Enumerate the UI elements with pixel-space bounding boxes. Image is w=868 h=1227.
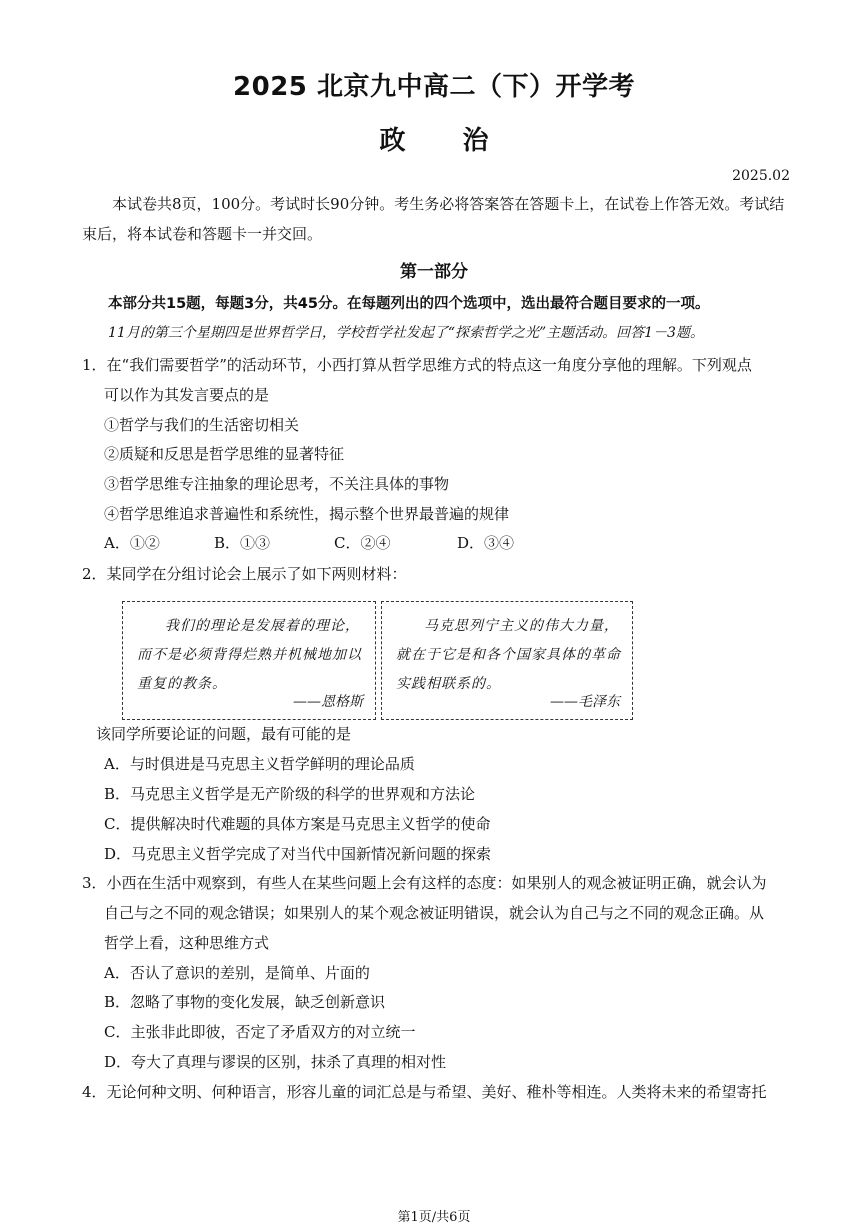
section-note: 本部分共15题，每题3分，共45分。在每题列出的四个选项中，选出最符合题目要求的一项。 bbox=[108, 296, 710, 312]
q3-option-a: A．否认了意识的差别，是简单、片面的 bbox=[104, 964, 370, 982]
q1-option-c: C．②④ bbox=[334, 534, 391, 552]
page-number: 第1页/共6页 bbox=[397, 1210, 471, 1225]
question-3-stem-cont: 自己与之不同的观念错误；如果别人的某个观念被证明错误，就会认为自己与之不同的观念正确。从 bbox=[104, 904, 765, 922]
q2-option-b: B．马克思主义哲学是无产阶级的科学的世界观和方法论 bbox=[104, 785, 476, 803]
quote-box-mao bbox=[381, 601, 633, 720]
q1-option-d: D．③④ bbox=[457, 534, 515, 552]
q3-option-d: D．夸大了真理与谬误的区别，抹杀了真理的相对性 bbox=[104, 1053, 447, 1071]
q1-statement: ③哲学思维专注抽象的理论思考，不关注具体的事物 bbox=[104, 475, 450, 493]
question-3-stem: 3．小西在生活中观察到，有些人在某些问题上会有这样的态度：如果别人的观念被证明正确，就会认为 bbox=[82, 874, 767, 892]
q1-statement: ④哲学思维追求普遍性和系统性，揭示整个世界最普遍的规律 bbox=[104, 505, 510, 523]
q2-option-d: D．马克思主义哲学完成了对当代中国新情况新问题的探索 bbox=[104, 845, 492, 863]
q1-options bbox=[104, 532, 604, 554]
question-3-stem-cont: 哲学上看，这种思维方式 bbox=[104, 934, 270, 952]
q2-option-a: A．与时俱进是马克思主义哲学鲜明的理论品质 bbox=[104, 755, 415, 773]
question-2-stem: 2．某同学在分组讨论会上展示了如下两则材料： bbox=[82, 565, 407, 583]
q2-option-c: C．提供解决时代难题的具体方案是马克思主义哲学的使命 bbox=[104, 815, 491, 833]
exam-date: 2025.02 bbox=[732, 168, 790, 184]
question-2-prompt: 该同学所要论证的问题，最有可能的是 bbox=[96, 725, 352, 743]
q1-option-b: B．①③ bbox=[214, 534, 271, 552]
question-1-stem: 1．在“我们需要哲学”的活动环节，小西打算从哲学思维方式的特点这一角度分享他的理解。下列观点 bbox=[82, 356, 752, 374]
question-4-stem: 4．无论何种文明、何种语言，形容儿童的词汇总是与希望、美好、稚朴等相连。人类将未来的希望寄托 bbox=[82, 1083, 767, 1101]
exam-instructions: 本试卷共8页，100分。考试时长90分钟。考生务必将答案答在答题卡上，在试卷上作答无效。考试结束后，将本试卷和答题卡一并交回。 bbox=[82, 195, 785, 243]
q1-statement: ②质疑和反思是哲学思维的显著特征 bbox=[104, 445, 345, 463]
quote-author: ——恩格斯 bbox=[293, 694, 363, 710]
section-title: 第一部分 bbox=[400, 262, 468, 282]
group-intro: 11月的第三个星期四是世界哲学日，学校哲学社发起了“探索哲学之光”主题活动。回答1－3题。 bbox=[108, 325, 704, 341]
q1-statement: ①哲学与我们的生活密切相关 bbox=[104, 416, 300, 434]
quote-text: 我们的理论是发展着的理论，而不是必须背得烂熟并机械地加以重复的教条。 bbox=[137, 618, 362, 692]
q3-option-c: C．主张非此即彼，否定了矛盾双方的对立统一 bbox=[104, 1023, 416, 1041]
q1-option-a: A．①② bbox=[104, 534, 160, 552]
subject-title: 政 治 bbox=[379, 126, 489, 156]
question-1-stem-cont: 可以作为其发言要点的是 bbox=[104, 386, 270, 404]
quote-author: ——毛泽东 bbox=[550, 694, 620, 710]
quote-box-engels bbox=[122, 601, 376, 720]
quote-text: 马克思列宁主义的伟大力量，就在于它是和各个国家具体的革命实践相联系的。 bbox=[396, 618, 621, 692]
exam-title: 2025 北京九中高二（下）开学考 bbox=[233, 72, 635, 102]
q3-option-b: B．忽略了事物的变化发展，缺乏创新意识 bbox=[104, 993, 386, 1011]
